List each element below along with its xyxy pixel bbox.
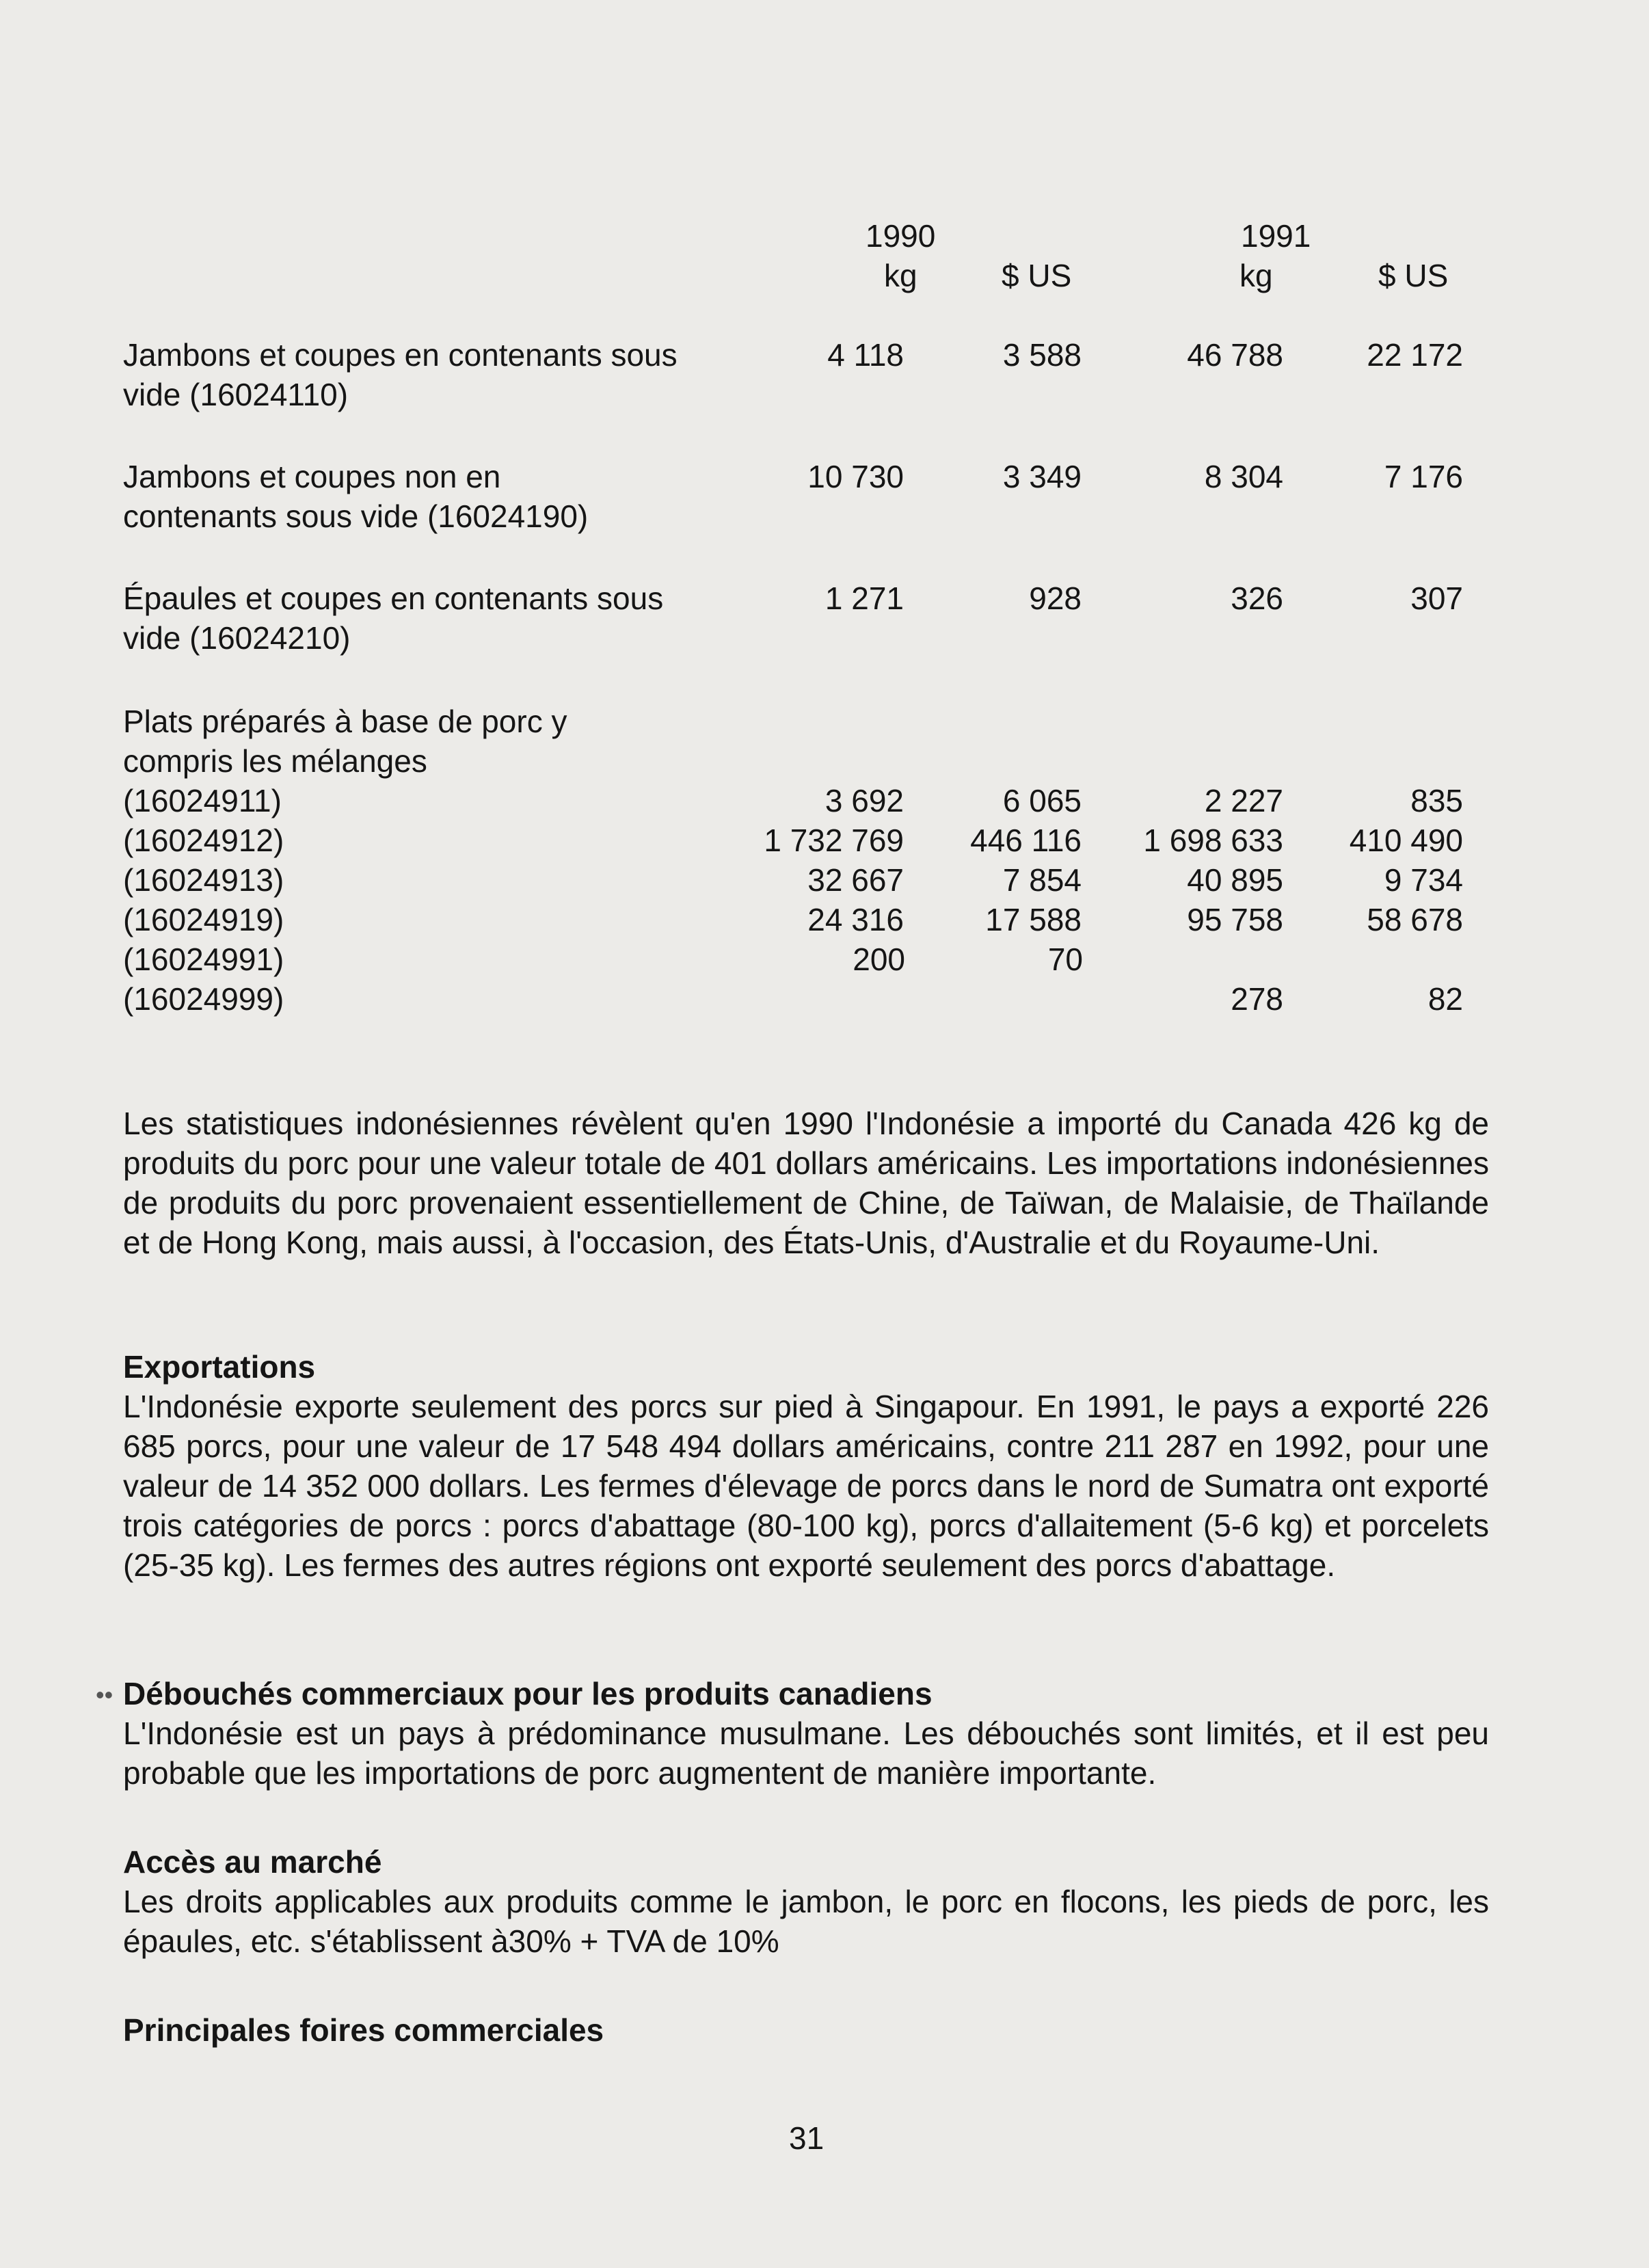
usd-1991: 7 176 bbox=[1384, 459, 1463, 494]
code-label: (16024999) bbox=[123, 981, 284, 1017]
usd-1990: 928 bbox=[1029, 581, 1082, 616]
kg-1990: 32 667 bbox=[807, 862, 904, 898]
kg-1990: 1 732 769 bbox=[764, 823, 904, 858]
kg-1991: 278 bbox=[1231, 981, 1283, 1017]
usd-1990: 446 116 bbox=[970, 823, 1082, 858]
usd-1990: 7 854 bbox=[1002, 862, 1082, 898]
usd-1991: 835 bbox=[1410, 783, 1463, 818]
kg-1991: 8 304 bbox=[1204, 459, 1283, 494]
section-text: L'Indonésie exporte seulement des porcs sur pied à Singapour. En 1991, le pays a exporté 226 685 porcs, pour une valeur de 17 548 494 dollars américains, contre 211 287 en 1992, pour une valeur de 14 352 000 dollars. Les fermes d'élevage de porcs dans le nord de Sumatra ont exporté trois catégories de porcs : porcs d'abattage (80-100 kg), porcs d'allaitement (5-6 kg) et porcelets (25-35 kg). Les fermes des autres régions ont exporté seulement des porcs d'abattage. bbox=[123, 1389, 1489, 1583]
usd-1990: 70 bbox=[1047, 942, 1083, 977]
section-foires bbox=[123, 2010, 1489, 2050]
row-label: Épaules et coupes en contenants sous vide (16024210) bbox=[123, 581, 664, 656]
row-label: Jambons et coupes en contenants sous vide (16024110) bbox=[123, 337, 678, 412]
usd-1991: 9 734 bbox=[1384, 862, 1463, 898]
section-heading: Débouchés commerciaux pour les produits canadiens bbox=[123, 1676, 933, 1711]
group-label: Plats préparés à base de porc y compris les mélanges bbox=[123, 704, 567, 779]
header-unit-usd-1991: $ US bbox=[1378, 258, 1449, 293]
header-unit-kg-1990: kg bbox=[884, 258, 917, 293]
kg-1990: 4 118 bbox=[827, 337, 904, 373]
header-year-1991: 1991 bbox=[1241, 218, 1311, 254]
usd-1991: 22 172 bbox=[1367, 337, 1463, 373]
code-label: (16024912) bbox=[123, 823, 284, 858]
section-heading: Exportations bbox=[123, 1349, 316, 1385]
page-number: 31 bbox=[789, 2120, 824, 2156]
section-acces-marche bbox=[123, 1842, 1489, 1961]
kg-1990: 3 692 bbox=[824, 783, 904, 818]
usd-1991: 307 bbox=[1410, 581, 1463, 616]
header-year-1990: 1990 bbox=[866, 218, 936, 254]
usd-1991: 410 490 bbox=[1349, 823, 1463, 858]
section-text: L'Indonésie est un pays à prédominance musulmane. Les débouchés sont limités, et il est peu probable que les importations de porc augmentent de manière importante. bbox=[123, 1716, 1489, 1791]
section-heading: Principales foires commerciales bbox=[123, 2012, 604, 2048]
kg-1990: 1 271 bbox=[824, 581, 904, 616]
row-label: Jambons et coupes non en contenants sous vide (16024190) bbox=[123, 459, 589, 534]
margin-mark: •• bbox=[96, 1681, 113, 1709]
kg-1991: 40 895 bbox=[1187, 862, 1283, 898]
usd-1991: 58 678 bbox=[1367, 902, 1463, 937]
header-unit-kg-1991: kg bbox=[1239, 258, 1273, 293]
kg-1991: 326 bbox=[1231, 581, 1283, 616]
section-debouches bbox=[123, 1674, 1489, 1793]
usd-1990: 3 588 bbox=[1002, 337, 1082, 373]
section-text: Les droits applicables aux produits comme le jambon, le porc en flocons, les pieds de porc, les épaules, etc. s'établissent à30% + TVA de 10% bbox=[123, 1884, 1489, 1959]
code-label: (16024991) bbox=[123, 942, 284, 977]
kg-1990: 10 730 bbox=[807, 459, 904, 494]
kg-1991: 95 758 bbox=[1187, 902, 1283, 937]
usd-1991: 82 bbox=[1427, 981, 1463, 1017]
intro-paragraph: Les statistiques indonésiennes révèlent qu'en 1990 l'Indonésie a importé du Canada 426 kg de produits du porc pour une valeur totale de 401 dollars américains. Les importations indonésiennes de produits du porc provenaient essentiellement de Chine, de Taïwan, de Malaisie, de Thaïlande et de Hong Kong, mais aussi, à l'occasion, des États-Unis, d'Australie et du Royaume-Uni. bbox=[123, 1106, 1489, 1260]
intro-section bbox=[123, 1104, 1489, 1262]
header-unit-usd-1990: $ US bbox=[1002, 258, 1072, 293]
code-label: (16024919) bbox=[123, 902, 284, 937]
section-heading: Accès au marché bbox=[123, 1844, 382, 1880]
section-exportations bbox=[123, 1347, 1489, 1585]
usd-1990: 17 588 bbox=[985, 902, 1082, 937]
kg-1990: 200 bbox=[853, 942, 905, 977]
kg-1990: 24 316 bbox=[807, 902, 904, 937]
kg-1991: 2 227 bbox=[1204, 783, 1283, 818]
code-label: (16024913) bbox=[123, 862, 284, 898]
usd-1990: 6 065 bbox=[1002, 783, 1082, 818]
kg-1991: 1 698 633 bbox=[1143, 823, 1283, 858]
usd-1990: 3 349 bbox=[1002, 459, 1082, 494]
kg-1991: 46 788 bbox=[1187, 337, 1283, 373]
code-label: (16024911) bbox=[123, 783, 282, 818]
